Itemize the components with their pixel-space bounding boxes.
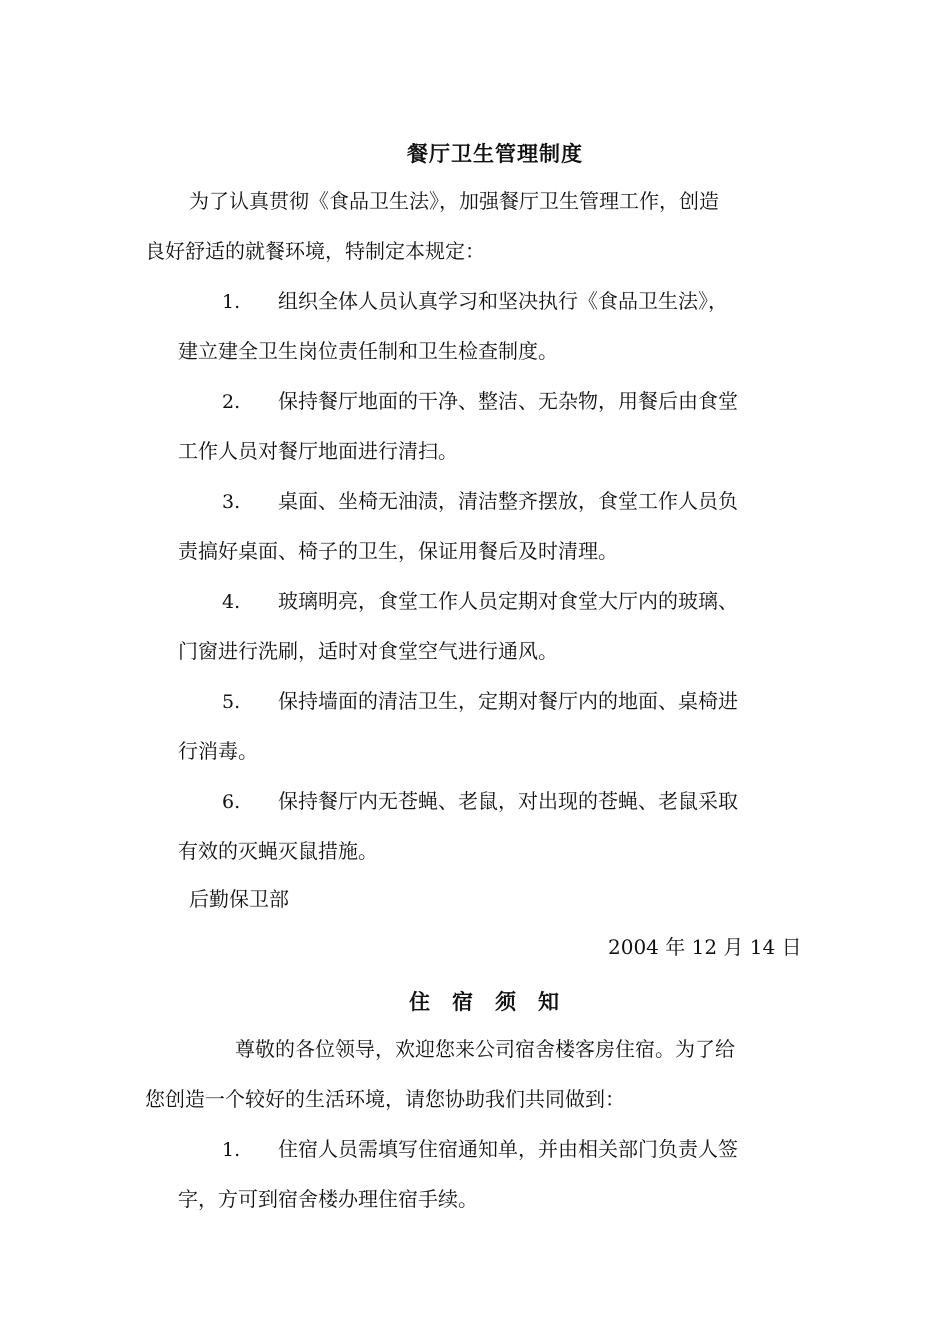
item-text-line2: 字，方可到宿舍楼办理住宿手续。 [178, 1187, 478, 1211]
document-date: 2004 年 12 月 14 日 [608, 935, 802, 959]
section1-intro-line1: 为了认真贯彻《食品卫生法》，加强餐厅卫生管理工作，创造 [189, 189, 719, 213]
item-text-line2: 工作人员对餐厅地面进行清扫。 [178, 439, 458, 463]
item-text-line1: 保持墙面的清洁卫生，定期对餐厅内的地面、桌椅进 [278, 689, 738, 713]
department-signature: 后勤保卫部 [189, 887, 289, 911]
section1-title: 餐厅卫生管理制度 [407, 142, 583, 166]
item-number: 1. [222, 1139, 241, 1161]
item-text-line1: 桌面、坐椅无油渍，清洁整齐摆放，食堂工作人员负 [278, 489, 738, 513]
item-number: 6. [222, 791, 241, 813]
item-text-line1: 玻璃明亮，食堂工作人员定期对食堂大厅内的玻璃、 [278, 589, 738, 613]
item-text-line2: 责搞好桌面、椅子的卫生，保证用餐后及时清理。 [178, 539, 618, 563]
item-text-line2: 门窗进行洗刷，适时对食堂空气进行通风。 [178, 639, 558, 663]
item-text-line1: 保持餐厅地面的干净、整洁、无杂物，用餐后由食堂 [278, 389, 738, 413]
section1-intro-line2: 良好舒适的就餐环境，特制定本规定： [145, 239, 485, 263]
section2-intro-line1: 尊敬的各位领导，欢迎您来公司宿舍楼客房住宿。为了给 [235, 1037, 735, 1061]
section2-title: 住宿须知 [409, 990, 581, 1014]
item-text-line2: 有效的灭蝇灭鼠措施。 [178, 839, 378, 863]
item-text-line1: 组织全体人员认真学习和坚决执行《食品卫生法》， [278, 289, 728, 313]
item-number: 3. [222, 491, 241, 513]
item-number: 2. [222, 391, 241, 413]
item-text-line2: 建立建全卫生岗位责任制和卫生检查制度。 [178, 339, 558, 363]
item-text-line1: 保持餐厅内无苍蝇、老鼠，对出现的苍蝇、老鼠采取 [278, 789, 738, 813]
section2-intro-line2: 您创造一个较好的生活环境，请您协助我们共同做到： [145, 1087, 625, 1111]
item-number: 5. [222, 691, 241, 713]
item-number: 1. [222, 291, 241, 313]
item-number: 4. [222, 591, 241, 613]
item-text-line1: 住宿人员需填写住宿通知单，并由相关部门负责人签 [278, 1137, 738, 1161]
item-text-line2: 行消毒。 [178, 739, 258, 763]
